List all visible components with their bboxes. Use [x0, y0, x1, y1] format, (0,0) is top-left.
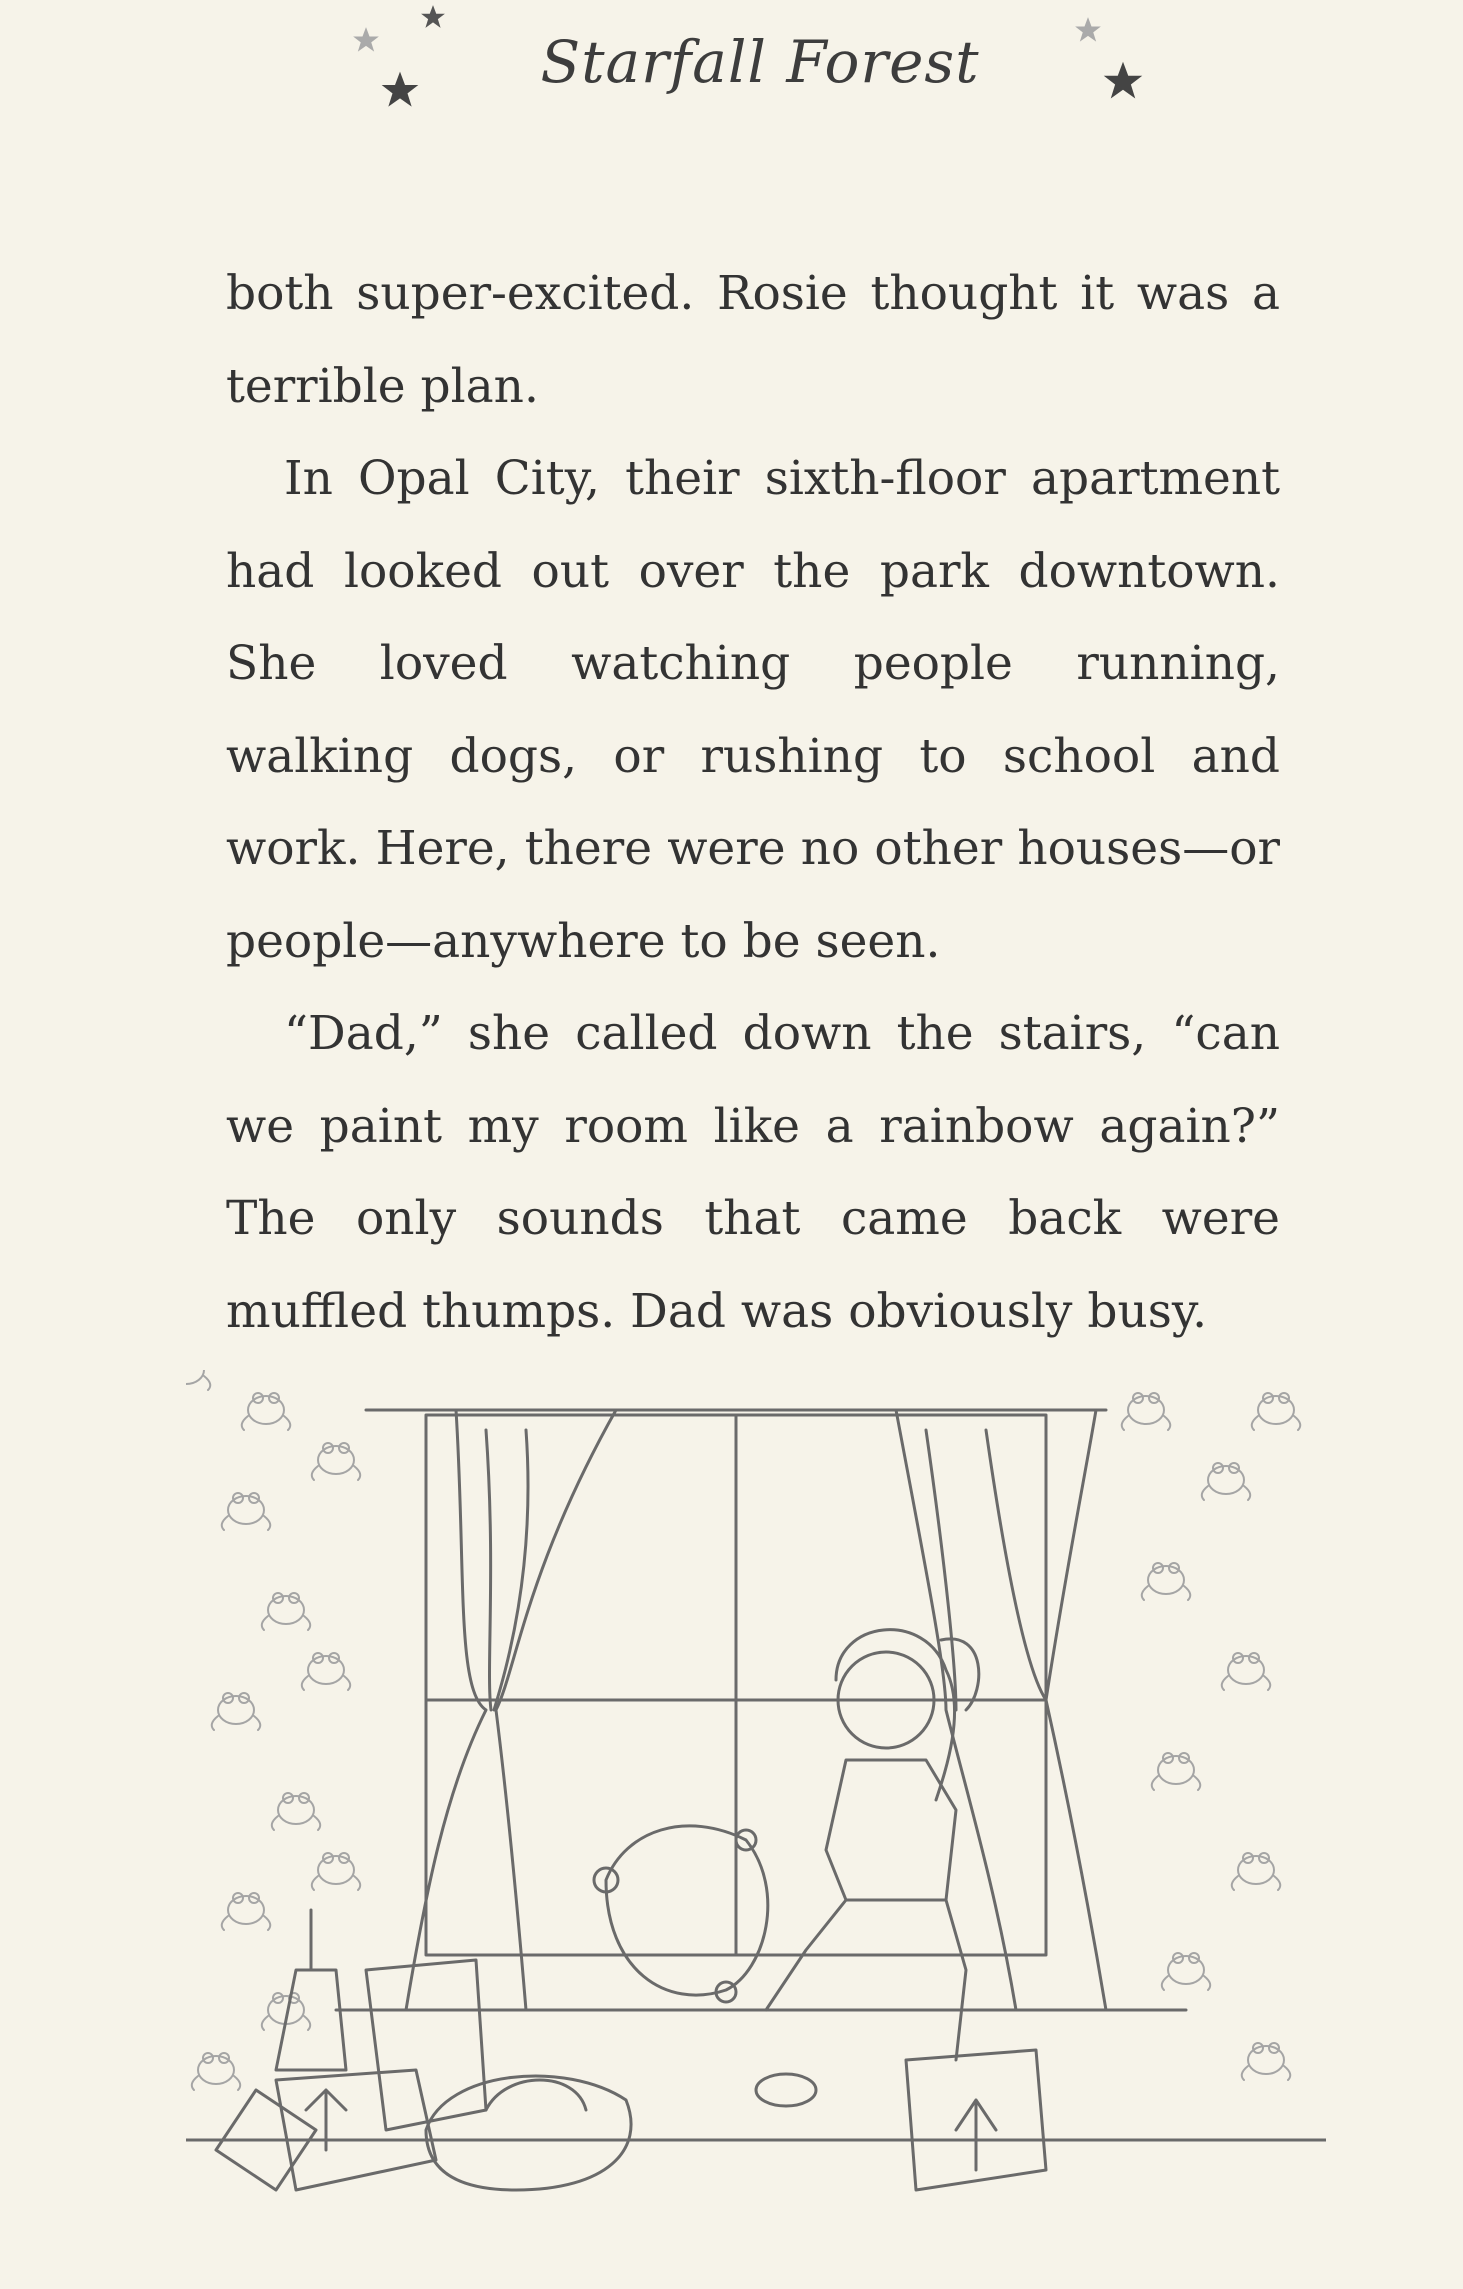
right-curtain	[896, 1410, 1106, 2010]
star-icon	[352, 26, 380, 54]
running-header-title: Starfall Forest	[540, 28, 980, 96]
duffel-bag	[426, 2076, 631, 2190]
left-curtain	[406, 1410, 616, 2010]
moving-box	[366, 1960, 486, 2130]
page-header	[0, 0, 1463, 150]
illustration	[186, 1370, 1326, 2210]
pillow	[606, 1826, 768, 1995]
paragraph: both super-excited. Rosie thought it was a terrible plan.	[226, 266, 1280, 414]
moving-box	[276, 2070, 436, 2190]
star-icon	[380, 70, 420, 110]
star-icon	[1102, 60, 1144, 102]
body-text	[226, 248, 1280, 1358]
paragraph: In Opal City, their sixth-floor apartment had looked out over the park downtown. She loved watching people running, walking dogs, or rushing to school and work. Here, there were no other houses—or people—anywhere to be seen.	[226, 451, 1280, 969]
paragraph: “Dad,” she called down the stairs, “can we paint my room like a rainbow again?” The only sounds that came back were muffled thumps. Dad was obviously busy.	[226, 1006, 1280, 1339]
star-icon	[420, 4, 446, 30]
wallpaper-pattern	[186, 1370, 1300, 2090]
star-icon	[1074, 16, 1102, 44]
lamp	[276, 1970, 346, 2070]
